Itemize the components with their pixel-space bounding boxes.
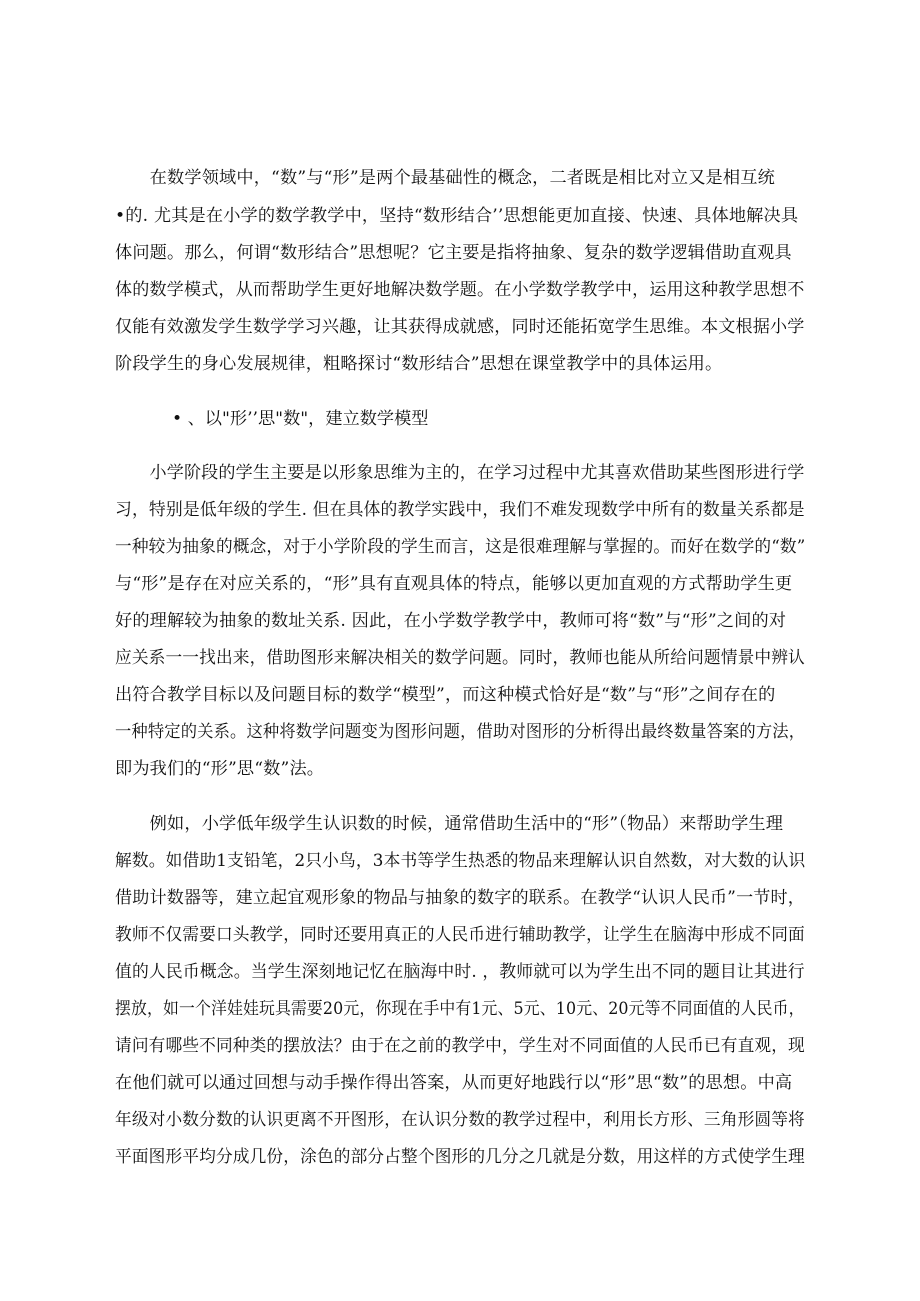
paragraph-3-line-6: 摆放，如一个洋娃娃玩具需要20元，你现在手中有1元、5元、10元、20元等不同面值的人民币， xyxy=(115,999,805,1019)
paragraph-1-line-5: 仅能有效激发学生数学学习兴趣，让其获得成就感，同时还能拓宽学生思维。本文根据小学 xyxy=(115,317,805,337)
paragraph-3-line-7: 请问有哪些不同种类的摆放法？由于在之前的教学中，学生对不同面值的人民币已有直观，现 xyxy=(115,1036,805,1056)
paragraph-1-line-3: 体问题。那么，何谓“数形结合”思想呢？它主要是指将抽象、复杂的数学逻辑借助直观具 xyxy=(115,243,792,263)
paragraph-1-line-2: •的. 尤其是在小学的数学教学中，坚持“数形结合’’思想能更加直接、快速、具体地解决具 xyxy=(115,206,799,226)
paragraph-3-line-5: 值的人民币概念。当学生深刻地记忆在脑海中时. ，教师就可以为学生出不同的题目让其进行 xyxy=(115,962,805,982)
paragraph-3-line-4: 教师不仅需要口头教学，同时还要用真正的人民币进行辅助教学，让学生在脑海中形成不同面 xyxy=(115,925,805,945)
paragraph-3-line-10: 平面图形平均分成几份，涂色的部分占整个图形的几分之几就是分数，用这样的方式使学生理 xyxy=(115,1147,805,1167)
paragraph-2-line-6: 应关系一一找出来，借助图形来解决相关的数学问题。同时，教师也能从所给问题情景中辨认 xyxy=(115,648,805,668)
paragraph-1-line-1: 在数学领域中，“数”与“形”是两个最基础性的概念，二者既是相比对立又是相互统 xyxy=(115,168,775,188)
section-heading: • 、以"形’’思"数"，建立数学模型 xyxy=(172,409,429,429)
paragraph-3-line-8: 在他们就可以通过回想与动手操作得出答案，从而更好地践行以“形”思“数”的思想。中高 xyxy=(115,1073,793,1093)
paragraph-1-line-6: 阶段学生的身心发展规律，粗略探讨“数形结合”思想在课堂教学中的具体运用。 xyxy=(115,354,723,374)
paragraph-2-line-1: 小学阶段的学生主要是以形象思维为主的，在学习过程中尤其喜欢借助某些图形进行学 xyxy=(115,463,805,483)
paragraph-2-line-8: 一种特定的关系。这种将数学问题变为图形问题，借助对图形的分析得出最终数量答案的方法， xyxy=(115,722,806,742)
paragraph-2-line-9: 即为我们的“形”思“数”法。 xyxy=(115,759,325,779)
paragraph-2-line-7: 出符合教学目标以及问题目标的数学“模型”，而这种模式恰好是“数”与“形”之间存在的 xyxy=(115,685,776,705)
paragraph-2-line-4: 与“形”是存在对应关系的，“形”具有直观具体的特点，能够以更加直观的方式帮助学生更 xyxy=(115,574,793,594)
paragraph-1-line-4: 体的数学模式，从而帮助学生更好地解决数学题。在小学数学教学中，运用这种教学思想不 xyxy=(115,280,805,300)
paragraph-3-line-3: 借助计数器等，建立起宜观形象的物品与抽象的数字的联系。在教学“认识人民币”一节时， xyxy=(115,888,806,908)
paragraph-2-line-5: 好的理解较为抽象的数址关系. 因此，在小学数学教学中，教师可将“数”与“形”之间的对 xyxy=(115,611,787,631)
paragraph-3-line-9: 年级对小数分数的认识更离不开图形，在认识分数的教学过程中，利用长方形、三角形圆等将 xyxy=(115,1110,805,1130)
paragraph-2-line-2: 习，特别是低年级的学生. 但在具体的教学实践中，我们不难发现数学中所有的数量关系都是 xyxy=(115,500,805,520)
paragraph-3-line-2: 解数。如借助1支铅笔，2只小鸟，3本书等学生热悉的物品来理解认识自然数，对大数的认识 xyxy=(115,851,806,871)
paragraph-2-line-3: 一种较为抽象的概念，对于小学阶段的学生而言，这是很难理解与掌握的。而好在数学的“数” xyxy=(115,537,806,557)
paragraph-3-line-1: 例如，小学低年级学生认识数的时候，通常借助生活中的“形”（物品）来帮助学生理 xyxy=(115,814,784,834)
